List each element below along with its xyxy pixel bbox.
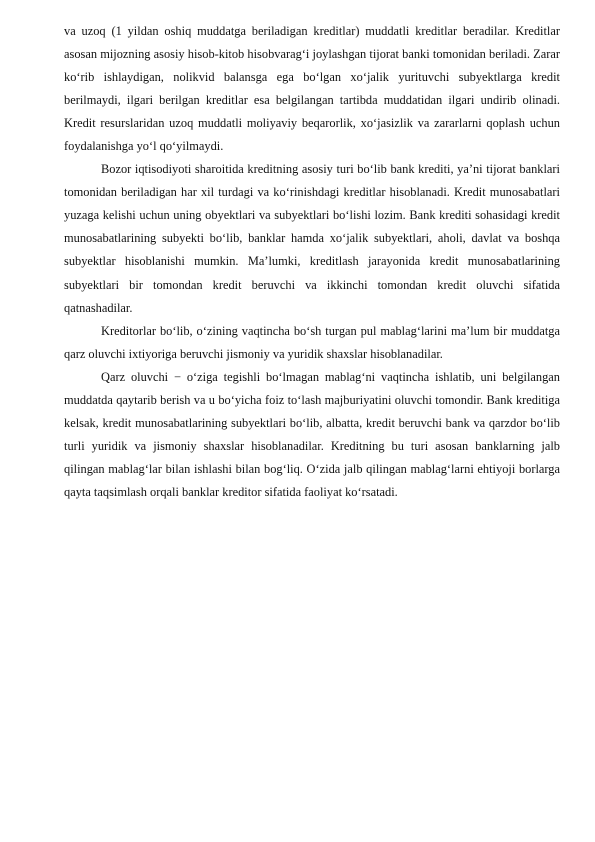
paragraph-2: Bozor iqtisodiyoti sharoitida kreditning asosiy turi bo‘lib bank krediti, ya’ni tijorat banklari tomonidan beriladigan har xil turdagi va ko‘rinishdagi kreditlar hisoblanadi. Kredit munosabatlari yuzaga kelishi uchun uning obyektlari va subyektlari bo‘lishi lozim. Bank krediti sohasidagi kredit munosabatlarining subyekti bo‘lib, banklar hamda xo‘jalik subyektlari, aholi, davlat va boshqa subyektlar hisoblanishi mumkin. Ma’lumki, kreditlash jarayonida kredit munosabatlarining subyektlari bir tomondan kredit beruvchi va ikkinchi tomondan kredit oluvchi sifatida qatnashadilar. <box>64 162 560 315</box>
paragraph-1: va uzoq (1 yildan oshiq muddatga beriladigan kreditlar) muddatli kreditlar beradilar. Kreditlar asosan mijozning asosiy hisob-kitob hisobvarag‘i joylashgan tijorat banki tomonidan beriladi. Zarar ko‘rib ishlaydigan, nolikvid balansga ega bo‘lgan xo‘jalik yurituvchi subyektlarga kredit berilmaydi, ilgari berilgan kreditlar esa belgilangan tartibda muddatidan ilgari undirib olinadi. Kredit resurslaridan uzoq muddatli moliyaviy beqarorlik, xo‘jasizlik va zararlarni qoplash uchun foydalanishga yo‘l qo‘yilmaydi. <box>64 24 560 154</box>
body-text <box>64 20 560 504</box>
paragraph-3: Kreditorlar bo‘lib, o‘zining vaqtincha bo‘sh turgan pul mablag‘larini ma’lum bir muddatga qarz oluvchi ixtiyoriga beruvchi jismoniy va yuridik shaxslar hisoblanadilar. <box>64 323 560 361</box>
paragraph-4: Qarz oluvchi − o‘ziga tegishli bo‘lmagan mablag‘ni vaqtincha ishlatib, uni belgilangan muddatda qaytarib berish va u bo‘yicha foiz to‘lash majburiyatini oluvchi tomondir. Bank kreditiga kelsak, kredit munosabatlarining subyektlari bo‘lib, albatta, kredit beruvchi bank va qarzdor bo‘lib turli yuridik va jismoniy shaxslar hisoblanadilar. Kreditning bu turi asosan banklarning jalb qilingan mablag‘lar bilan ishlashi bilan bog‘liq. O‘zida jalb qilingan mablag‘larni ehtiyoji borlarga qayta taqsimlash orqali banklar kreditor sifatida faoliyat ko‘rsatadi. <box>64 369 560 499</box>
